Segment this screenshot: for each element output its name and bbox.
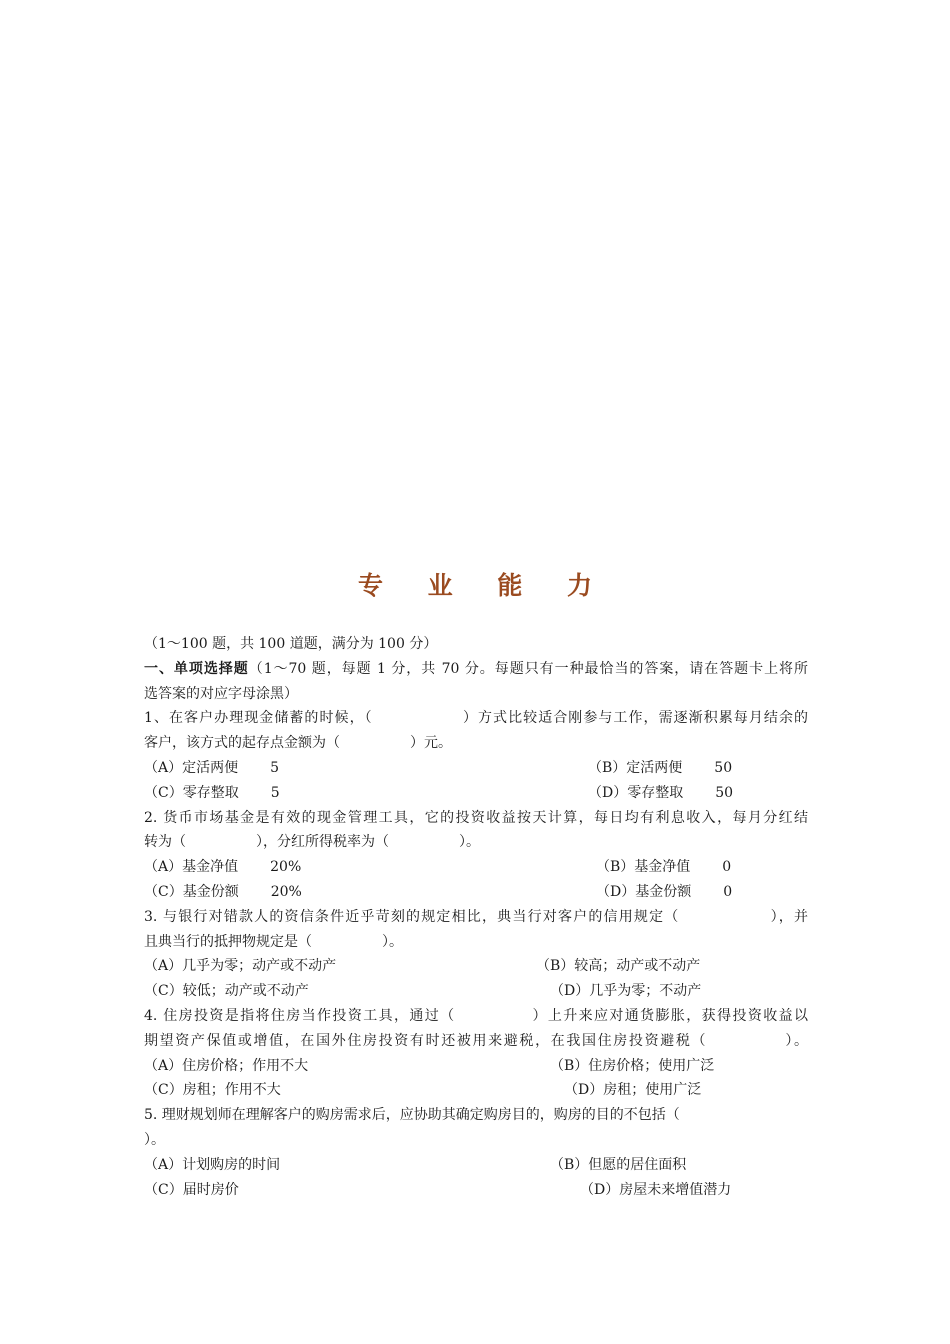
question-5-line-2: ）。	[144, 1131, 165, 1148]
question-4-line-1: 4. 住房投资是指将住房当作投资工具，通过（ ）上升来应对通货膨胀，获得投资收益以	[144, 1007, 808, 1024]
option-a: （A）计划购房的时间	[144, 1156, 281, 1173]
question-1-options-cd	[144, 781, 808, 806]
option-b: （B）但愿的居住面积	[550, 1156, 687, 1173]
page-title: 专 业 能 力	[357, 571, 611, 600]
option-d	[588, 781, 733, 806]
question-3-line-1: 3. 与银行对错款人的资信条件近乎苛刻的规定相比，典当行对客户的信用规定（ ），并	[144, 908, 808, 925]
option-c	[144, 781, 280, 806]
question-1-options-ab	[144, 756, 808, 781]
question-3-options-ab	[144, 954, 808, 979]
option-label: （A）定活两便	[144, 759, 239, 776]
option-value: 0	[723, 883, 733, 900]
option-value: 5	[270, 759, 280, 776]
option-value: 20%	[270, 859, 302, 876]
section-description-cont: 选答案的对应字母涂黑）	[144, 685, 298, 702]
option-b	[596, 855, 731, 880]
question-4-options-ab	[144, 1054, 808, 1079]
question-3-options-cd	[144, 979, 808, 1004]
question-2-options-ab	[144, 855, 808, 880]
exam-intro: （1～100 题，共 100 道题，满分为 100 分）	[144, 636, 438, 652]
option-b: （B）较高；动产或不动产	[536, 958, 701, 975]
option-label: （B）基金净值	[596, 859, 691, 876]
option-label: （B）定活两便	[588, 759, 683, 776]
question-2-line-1: 2. 货币市场基金是有效的现金管理工具，它的投资收益按天计算，每日均有利息收入，每月分红结	[144, 809, 808, 826]
option-a	[144, 855, 301, 880]
option-value: 50	[714, 759, 733, 776]
option-a: （A）住房价格；作用不大	[144, 1057, 309, 1074]
option-value: 0	[722, 859, 732, 876]
option-d: （D）房屋未来增值潜力	[580, 1181, 732, 1198]
question-5-options-cd	[144, 1178, 808, 1203]
question-3-line-2: 且典当行的抵押物规定是（ ）。	[144, 933, 403, 950]
option-label: （A）基金净值	[144, 859, 239, 876]
option-b	[588, 756, 732, 781]
question-2-options-cd	[144, 880, 808, 905]
question-1-line-2: 客户，该方式的起存点金额为（ ）元。	[144, 735, 452, 752]
question-1-line-1: 1、在客户办理现金储蓄的时候，（ ）方式比较适合刚参与工作，需逐渐积累每月结余的	[144, 710, 808, 727]
option-value: 5	[270, 784, 280, 801]
option-value: 50	[715, 784, 734, 801]
option-d: （D）房租；使用广泛	[564, 1082, 702, 1099]
question-5-line-1: 5. 理财规划师在理解客户的购房需求后，应协助其确定购房目的，购房的目的不包括（	[144, 1107, 680, 1124]
option-c: （C）届时房价	[144, 1181, 239, 1198]
option-a: （A）几乎为零；动产或不动产	[144, 958, 337, 975]
option-value: 20%	[270, 883, 302, 900]
question-4-options-cd	[144, 1078, 808, 1103]
option-b: （B）住房价格；使用广泛	[550, 1057, 715, 1074]
option-c	[144, 880, 302, 905]
option-label: （D）零存整取	[588, 784, 684, 801]
option-label: （D）基金份额	[596, 883, 692, 900]
question-2-line-2: 转为（ ），分红所得税率为（ ）。	[144, 834, 480, 851]
option-label: （C）零存整取	[144, 784, 239, 801]
option-a	[144, 756, 279, 781]
question-4-line-2: 期望资产保值或增值，在国外住房投资有时还被用来避税，在我国住房投资避税（ ）。	[144, 1032, 808, 1049]
exam-content	[144, 632, 808, 1202]
question-5-options-ab	[144, 1153, 808, 1178]
section-heading-line	[144, 657, 808, 682]
option-label: （C）基金份额	[144, 883, 239, 900]
option-d	[596, 880, 732, 905]
option-d: （D）几乎为零；不动产	[550, 983, 702, 1000]
section-heading: 一、单项选择题	[144, 660, 249, 677]
option-c: （C）房租；作用不大	[144, 1082, 281, 1099]
section-description: （1～70 题，每题 1 分，共 70 分。每题只有一种最恰当的答案，请在答题卡上将所	[248, 660, 808, 677]
option-c: （C）较低；动产或不动产	[144, 983, 309, 1000]
